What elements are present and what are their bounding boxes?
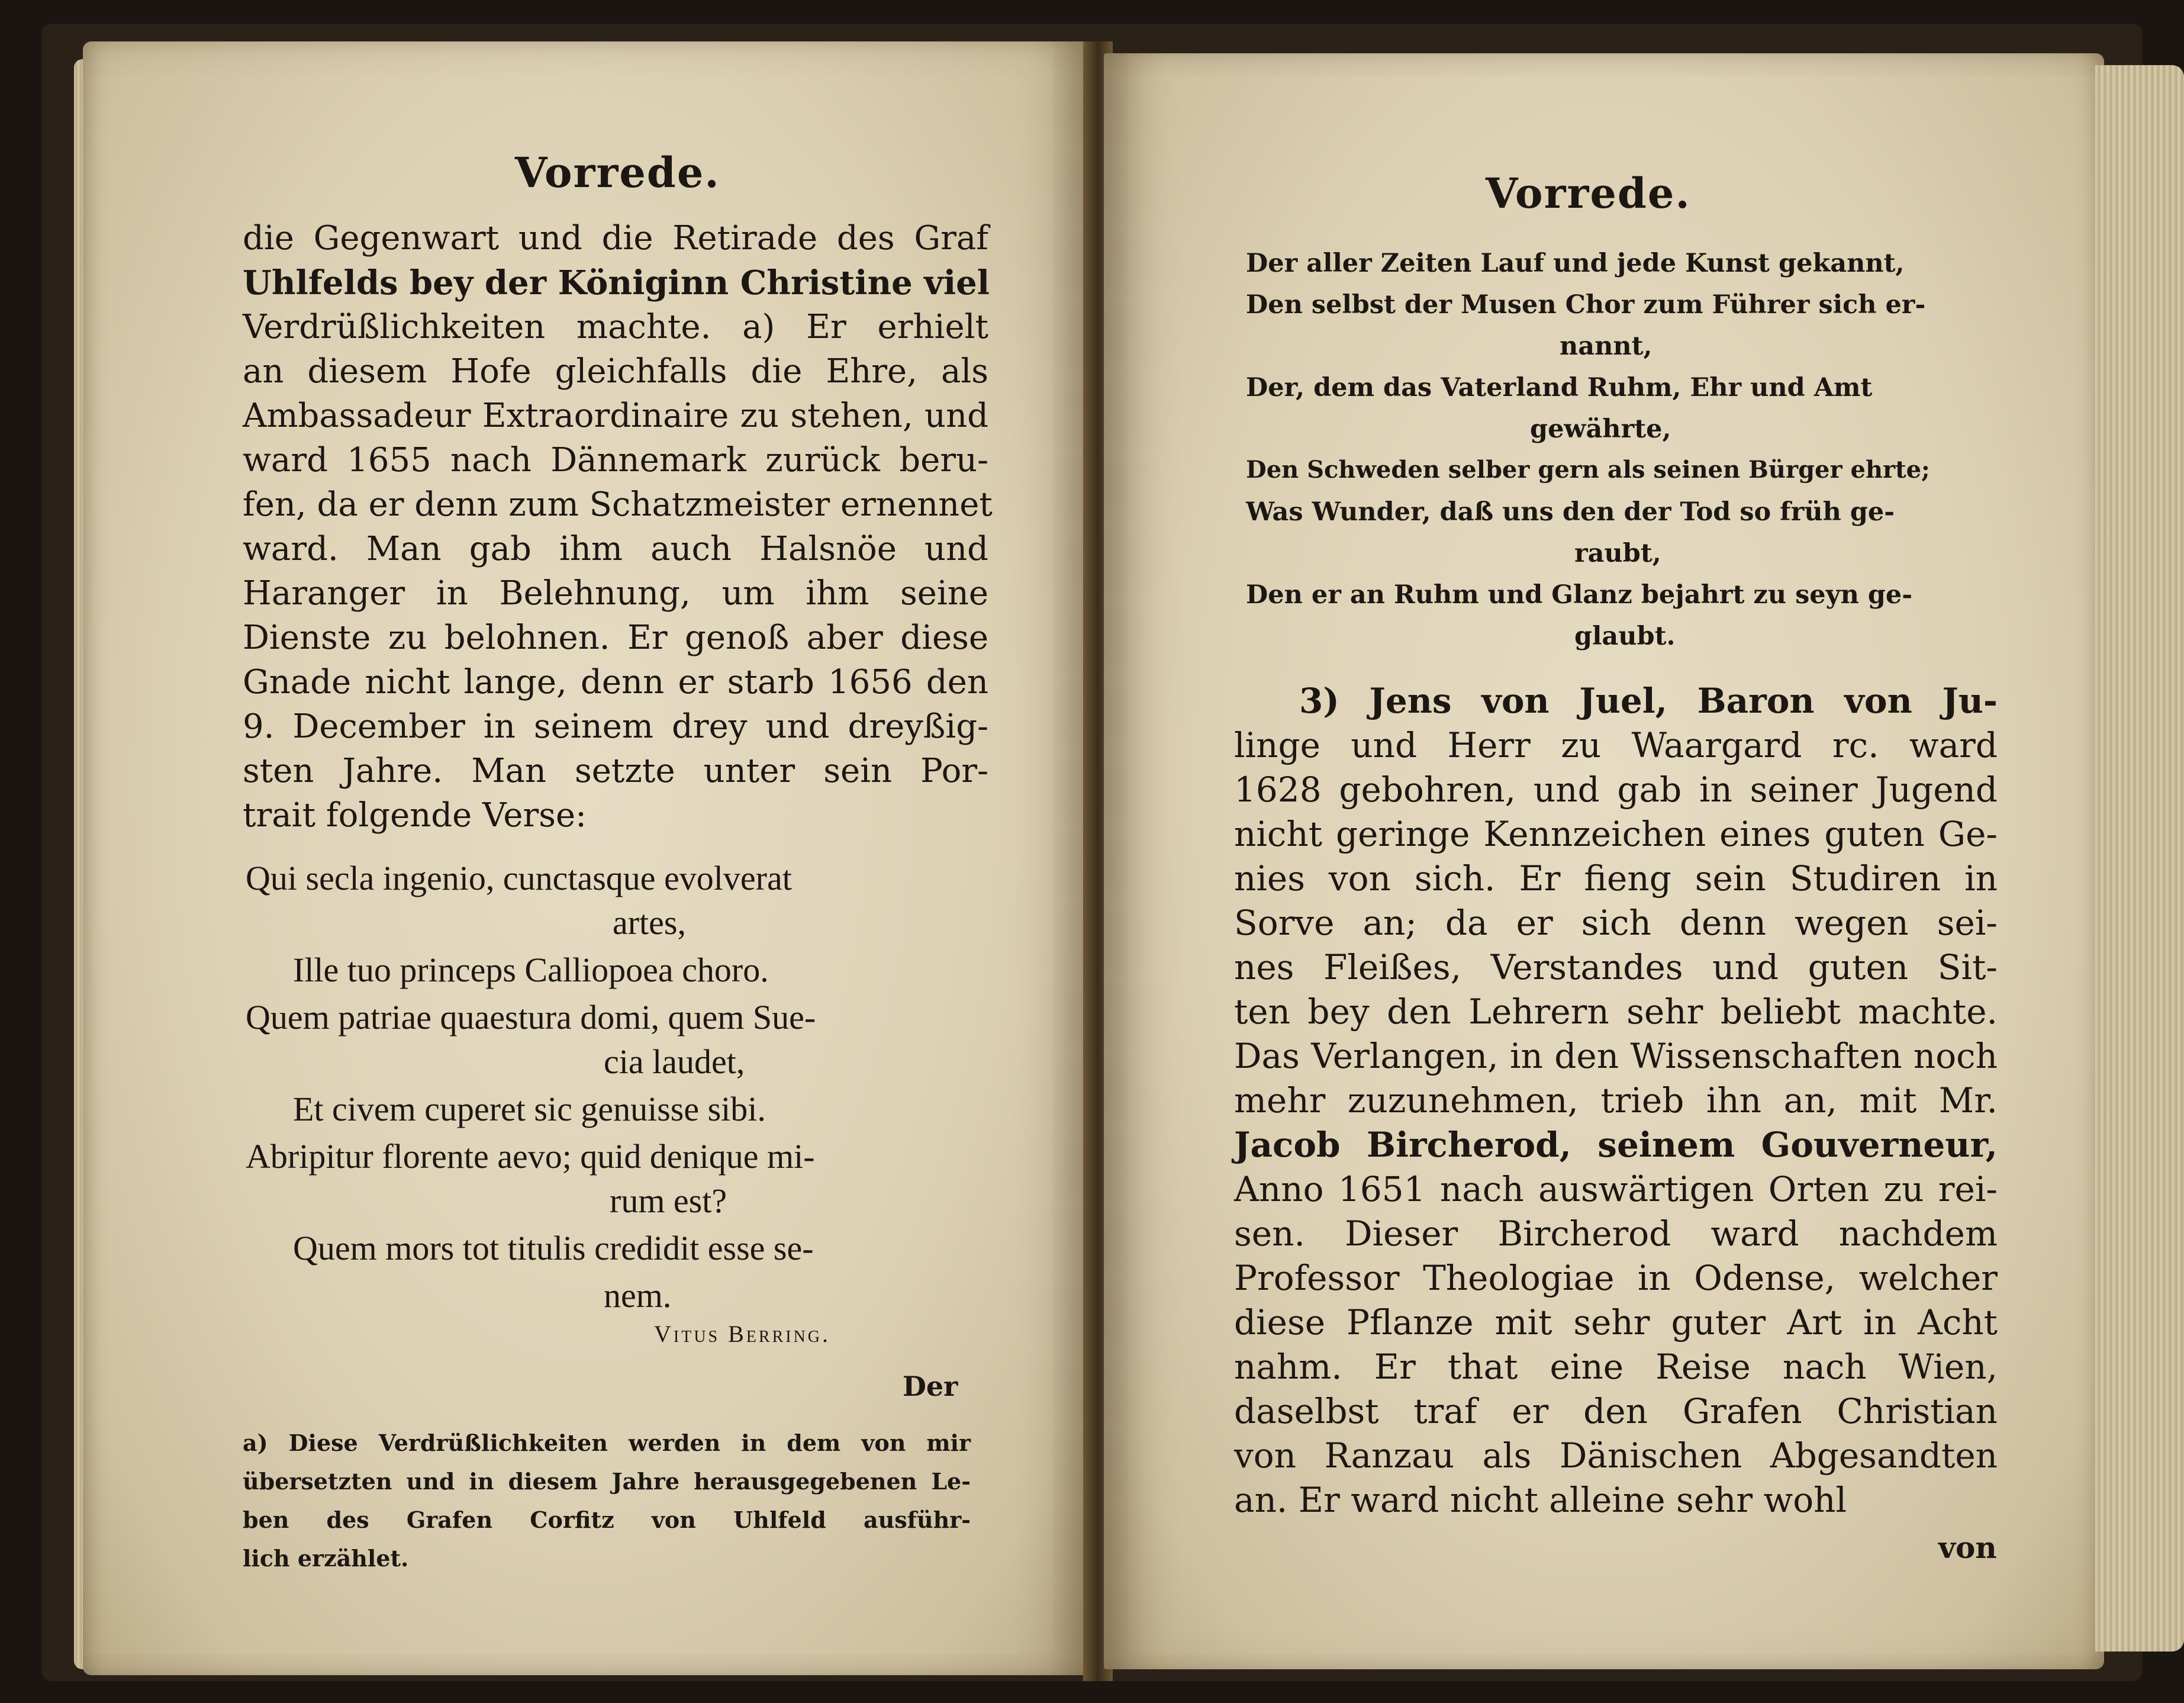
left-body-line: trait folgende Verse: <box>243 796 587 835</box>
catchword: Der <box>903 1370 958 1402</box>
right-body-line: Das Verlangen, in den Wissenschaften noch <box>1234 1036 1998 1076</box>
right-page <box>1104 53 2104 1669</box>
latin-verse-line: Abripitur florente aevo; quid denique mi- <box>246 1137 815 1176</box>
left-body-line: die Gegenwart und die Retirade des Graf <box>243 219 988 257</box>
left-body-line: an diesem Hofe gleichfalls die Ehre, als <box>243 352 988 391</box>
right-page-heading: Vorrede. <box>1486 169 1691 218</box>
latin-verse-line: cia laudet, <box>604 1042 745 1081</box>
left-body-line: ward. Man gab ihm auch Halsnöe und <box>243 530 988 568</box>
german-poem-line: Der aller Zeiten Lauf und jede Kunst gekannt, <box>1246 249 1905 278</box>
right-body-line: Sorve an; da er sich denn wegen sei- <box>1234 903 1998 943</box>
latin-verse-line: nem. <box>604 1276 672 1315</box>
german-poem-line: Den er an Ruhm und Glanz bejahrt zu seyn ge- <box>1246 580 1913 610</box>
latin-verse-line: Et civem cuperet sic genuisse sibi. <box>293 1090 766 1128</box>
latin-verse-line: Ille tuo princeps Calliopoea choro. <box>293 951 769 989</box>
right-body-line: nes Fleißes, Verstandes und guten Sit- <box>1234 947 1998 987</box>
right-body-line: mehr zuzunehmen, trieb ihn an, mit Mr. <box>1234 1080 1998 1121</box>
open-book <box>41 24 2143 1681</box>
right-body-line: 1628 gebohren, und gab in seiner Jugend <box>1234 770 1998 810</box>
left-body-line: Ambassadeur Extraordinaire zu stehen, und <box>243 397 988 435</box>
left-page <box>83 41 1089 1675</box>
left-body-line: Verdrüßlichkeiten machte. a) Er erhielt <box>243 308 988 346</box>
left-body-line: Haranger in Belehnung, um ihm seine <box>243 574 988 613</box>
right-body-line: Professor Theologiae in Odense, welcher <box>1234 1258 1998 1298</box>
german-poem-line: Den selbst der Musen Chor zum Führer sich er- <box>1246 290 1926 320</box>
right-body-line: nicht geringe Kennzeichen eines guten Ge- <box>1234 814 1998 854</box>
right-body-line: Jacob Bircherod, seinem Gouverneur, <box>1234 1125 1998 1165</box>
german-poem-line: gewährte, <box>1530 414 1671 444</box>
right-body-line: diese Pflanze mit sehr guter Art in Acht <box>1234 1302 1998 1343</box>
footnote-line: a) Diese Verdrüßlichkeiten werden in dem von mir <box>243 1430 971 1456</box>
verse-signature: Vitus Berring. <box>654 1321 831 1347</box>
right-body-line: Anno 1651 nach auswärtigen Orten zu rei- <box>1234 1169 1998 1209</box>
right-body-line: von Ranzau als Dänischen Abgesandten <box>1234 1435 1998 1476</box>
right-body-line: linge und Herr zu Waargard rc. ward <box>1234 725 1998 765</box>
latin-verse-line: Qui secla ingenio, cunctasque evolverat <box>246 859 792 897</box>
catchword: von <box>1938 1530 1997 1565</box>
german-poem-line: Der, dem das Vaterland Ruhm, Ehr und Amt <box>1246 373 1873 403</box>
german-poem-line: glaubt. <box>1574 622 1676 651</box>
left-body-line: Uhlfelds bey der Königinn Christine viel <box>243 263 990 302</box>
footnote-line: lich erzählet. <box>243 1545 409 1572</box>
latin-verse-line: rum est? <box>610 1182 727 1220</box>
right-body-line: sen. Dieser Bircherod ward nachdem <box>1234 1213 1998 1254</box>
latin-verse-line: artes, <box>613 903 686 942</box>
right-body-line: nies von sich. Er fieng sein Studiren in <box>1234 858 1998 899</box>
right-page-edges <box>2095 65 2184 1652</box>
right-body-line: ten bey den Lehrern sehr beliebt machte. <box>1234 991 1998 1032</box>
footnote-line: ben des Grafen Corfitz von Uhlfeld ausführ- <box>243 1506 971 1533</box>
left-body-line: Dienste zu belohnen. Er genoß aber diese <box>243 619 988 657</box>
german-poem-line: Was Wunder, daß uns den der Tod so früh ge- <box>1246 497 1895 527</box>
latin-verse-line: Quem patriae quaestura domi, quem Sue- <box>246 998 816 1036</box>
left-body-line: sten Jahre. Man setzte unter sein Por- <box>243 752 988 790</box>
left-body-line: 9. December in seinem drey und dreyßig- <box>243 707 988 746</box>
right-body-line: daselbst traf er den Grafen Christian <box>1234 1391 1998 1431</box>
german-poem-line: Den Schweden selber gern als seinen Bürger ehrte; <box>1246 456 1930 484</box>
right-body-line: 3) Jens von Juel, Baron von Ju- <box>1299 681 1998 721</box>
left-body-line: Gnade nicht lange, denn er starb 1656 den <box>243 663 988 701</box>
right-body-line: nahm. Er that eine Reise nach Wien, <box>1234 1347 1998 1387</box>
german-poem-line: raubt, <box>1574 539 1661 568</box>
left-body-line: fen, da er denn zum Schatzmeister ernennet <box>243 485 993 524</box>
german-poem-line: nannt, <box>1560 331 1653 361</box>
latin-verse-line: Quem mors tot titulis credidit esse se- <box>293 1229 814 1267</box>
left-page-heading: Vorrede. <box>515 148 720 197</box>
footnote-line: übersetzten und in diesem Jahre herausgegebenen Le- <box>243 1468 971 1495</box>
right-body-line: an. Er ward nicht alleine sehr wohl <box>1234 1480 1847 1520</box>
left-body-line: ward 1655 nach Dännemark zurück beru- <box>243 441 988 479</box>
